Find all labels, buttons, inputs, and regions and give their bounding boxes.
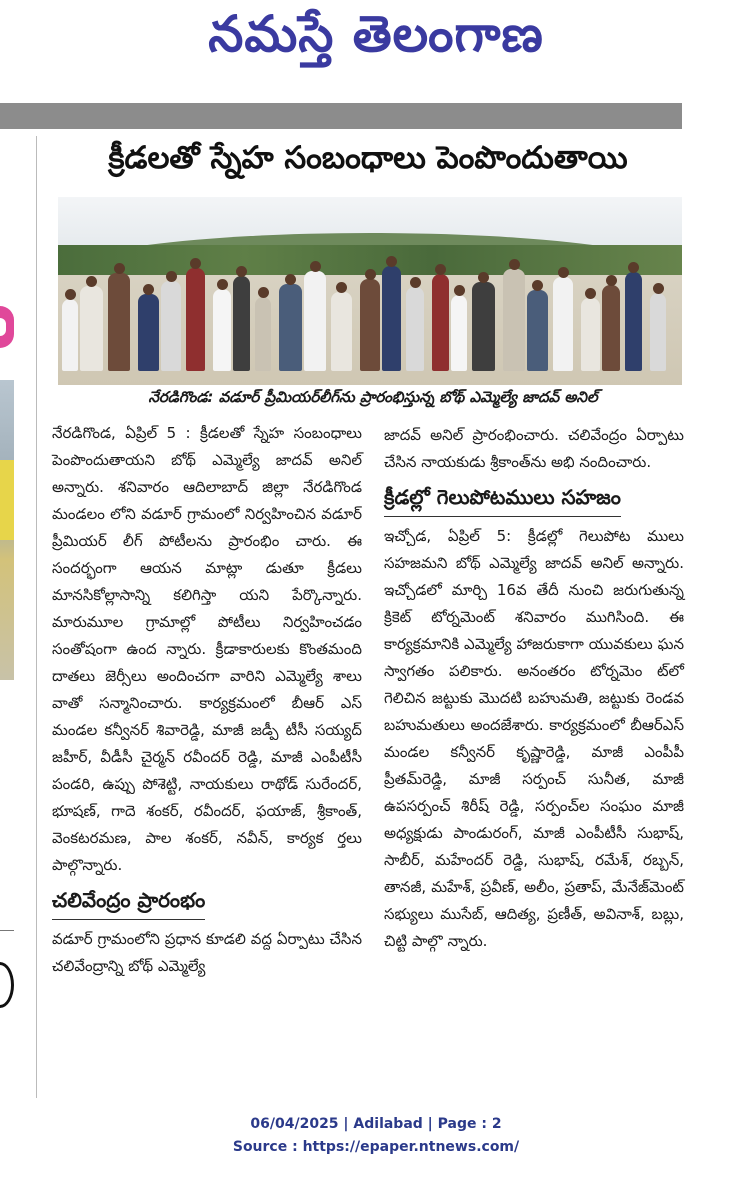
photo-figure bbox=[213, 289, 231, 371]
paragraph: వడూర్ గ్రామంలోని ప్రధాన కూడలి వద్ద ఏర్పాటు చేసిన చలివేంద్రాన్ని బోథ్ ఎమ్మెల్యే bbox=[52, 930, 362, 975]
photo-figure bbox=[625, 272, 642, 371]
photo-figure bbox=[581, 298, 600, 371]
subheading: క్రీడల్లో గెలుపోటములు సహజం bbox=[384, 480, 621, 517]
adjacent-article-strip bbox=[0, 130, 16, 1100]
paragraph: ఇచ్చోడ, ఏప్రిల్ 5: క్రీడల్లో గెలుపోట ములు సహజమని బోథ్ ఎమ్మెల్యే జాదవ్ అనిల్ అన్నారు. ఇచ్చోడలో మార్చి 16వ తేదీ నుంచి జరుగుతున్న క్రికెట్ టోర్నమెంట్ శనివారం ముగిసింది. ఈ కార్యక్రమానికి ఎమ్మెల్యే హాజరుకాగా యువకులు ఘన స్వాగతం పలికారు. అనంతరం టోర్నమెం ట్‌లో గెలిచిన జట్టుకు మొదటి బహుమతి, జట్టుకు రెండవ బహుమతులు అందజేశారు. కార్యక్రమంలో బీఆర్‌ఎస్ మండల కన్వీనర్ కృష్ణారెడ్డి, మాజీ ఎంపీపీ ప్రీతమ్‌రెడ్డి, మాజీ సర్పంచ్ సునీత, మాజీ ఉపసర్పంచ్ శిరీష్ రెడ్డి, సర్పంచ్‌ల సంఘం మాజీ అధ్యక్షుడు పాండురంగ్, మాజీ ఎంపీటీసీ సుభాష్, సాబీర్, మహేందర్ రెడ్డి, సుభాష్, రమేశ్, రబ్బన్, తానజీ, మహేశ్, ప్రవీణ్, అలీం, ప్రతాప్, మేనేజ్‌మెంట్ సభ్యులు ముసేబ్, ఆదిత్య, ప్రణీత్, అవినాశ్, బబ్లు, చిట్టి పాల్గొ న్నారు. bbox=[384, 527, 684, 950]
photo-figure bbox=[108, 273, 130, 371]
section-bar bbox=[0, 103, 682, 129]
footer-dateline: 06/04/2025 | Adilabad | Page : 2 bbox=[250, 1116, 502, 1132]
photo-figure bbox=[650, 293, 666, 371]
photo-figure bbox=[451, 295, 467, 371]
paragraph: నేరడిగొండ, ఏప్రిల్ 5 : క్రీడలతో స్నేహ సంబంధాలు పెంపొందుతాయని బోథ్ ఎమ్మెల్యే జాదవ్ అనిల్ అన్నారు. శనివారం ఆదిలాబాద్ జిల్లా నేరడిగొండ మండలం లోని వడూర్ గ్రామంలో నిర్వహించిన వడూర్ ప్రీమియర్ లీగ్ పోటీలను ప్రారంభిం చారు. ఈ సందర్భంగా ఆయన మాట్లా డుతూ క్రీడలు మానసికోల్లాసాన్ని కలిగిస్తా యని పేర్కొన్నారు. మారుమూల గ్రామాల్లో పోటీలు నిర్వహించడం సంతోషంగా ఉంద న్నారు. క్రీడాకారులకు కొంతమంది దాతలు జెర్సీలు అందించగా వారిని ఎమ్మెల్యే శాలు వాతో సన్మానించారు. కార్యక్రమంలో బీఆర్ ఎస్ మండల కన్వీనర్ శివారెడ్డి, మాజీ జడ్పీ టీసీ సయ్యద్ జహీర్, వీడీసీ చైర్మన్ రవీందర్ రెడ్డి, మాజీ ఎంపీటీసీ పండరి, ఉప్పు పోశెట్టి, నాయకులు రాథోడ్ సురేందర్, భూషణ్, గాదె శంకర్, రవీందర్, ఫయాజ్, శ్రీకాంత్, వెంకటరమణ, పాల శంకర్, నవీన్, కార్యక ర్తలు పాల్గొన్నారు. bbox=[52, 424, 362, 874]
newspaper-logo: నమస్తే తెలంగాణ bbox=[208, 4, 544, 63]
photo-figure bbox=[432, 274, 449, 371]
masthead bbox=[0, 0, 752, 98]
photo-figure bbox=[503, 269, 525, 371]
photo-figure bbox=[233, 276, 250, 371]
paragraph: జాదవ్ అనిల్ ప్రారంభించారు. చలివేంద్రం ఏర్పాటు చేసిన నాయకుడు శ్రీకాంత్‌ను అభి నందించారు. bbox=[384, 426, 684, 471]
subheading: చలివేంద్రం ప్రారంభం bbox=[52, 883, 205, 920]
photo-figure bbox=[382, 266, 401, 371]
article-photo bbox=[58, 197, 682, 385]
photo-figure bbox=[406, 287, 424, 371]
photo-figure bbox=[527, 290, 548, 371]
photo-figure bbox=[279, 284, 302, 371]
photo-figure bbox=[304, 271, 326, 371]
footer-source: Source : https://epaper.ntnews.com/ bbox=[232, 1139, 520, 1155]
photo-figure bbox=[331, 292, 352, 371]
adjacent-graphic bbox=[0, 962, 14, 1008]
article-column-right bbox=[384, 422, 684, 955]
article-column-left bbox=[52, 420, 362, 980]
column-divider bbox=[36, 136, 37, 1098]
photo-figure bbox=[161, 281, 181, 371]
article-headline: క్రీడలతో స్నేహ సంబంధాలు పెంపొందుతాయి bbox=[108, 140, 628, 176]
photo-figure bbox=[360, 279, 380, 371]
photo-figure bbox=[472, 282, 495, 371]
photo-figure bbox=[138, 294, 159, 371]
photo-figure bbox=[80, 286, 103, 371]
photo-figure bbox=[62, 299, 78, 371]
adjacent-divider bbox=[0, 930, 14, 931]
photo-figure bbox=[186, 268, 205, 371]
photo-figure bbox=[553, 277, 573, 371]
photo-figure bbox=[255, 297, 271, 371]
photo-figure bbox=[602, 285, 620, 371]
photo-caption: నేరడిగొండ: వడూర్ ప్రీమియర్‌లీగ్‌ను ప్రారంభిస్తున్న బోథ్ ఎమ్మెల్యే జాదవ్ అనిల్ bbox=[148, 388, 598, 406]
